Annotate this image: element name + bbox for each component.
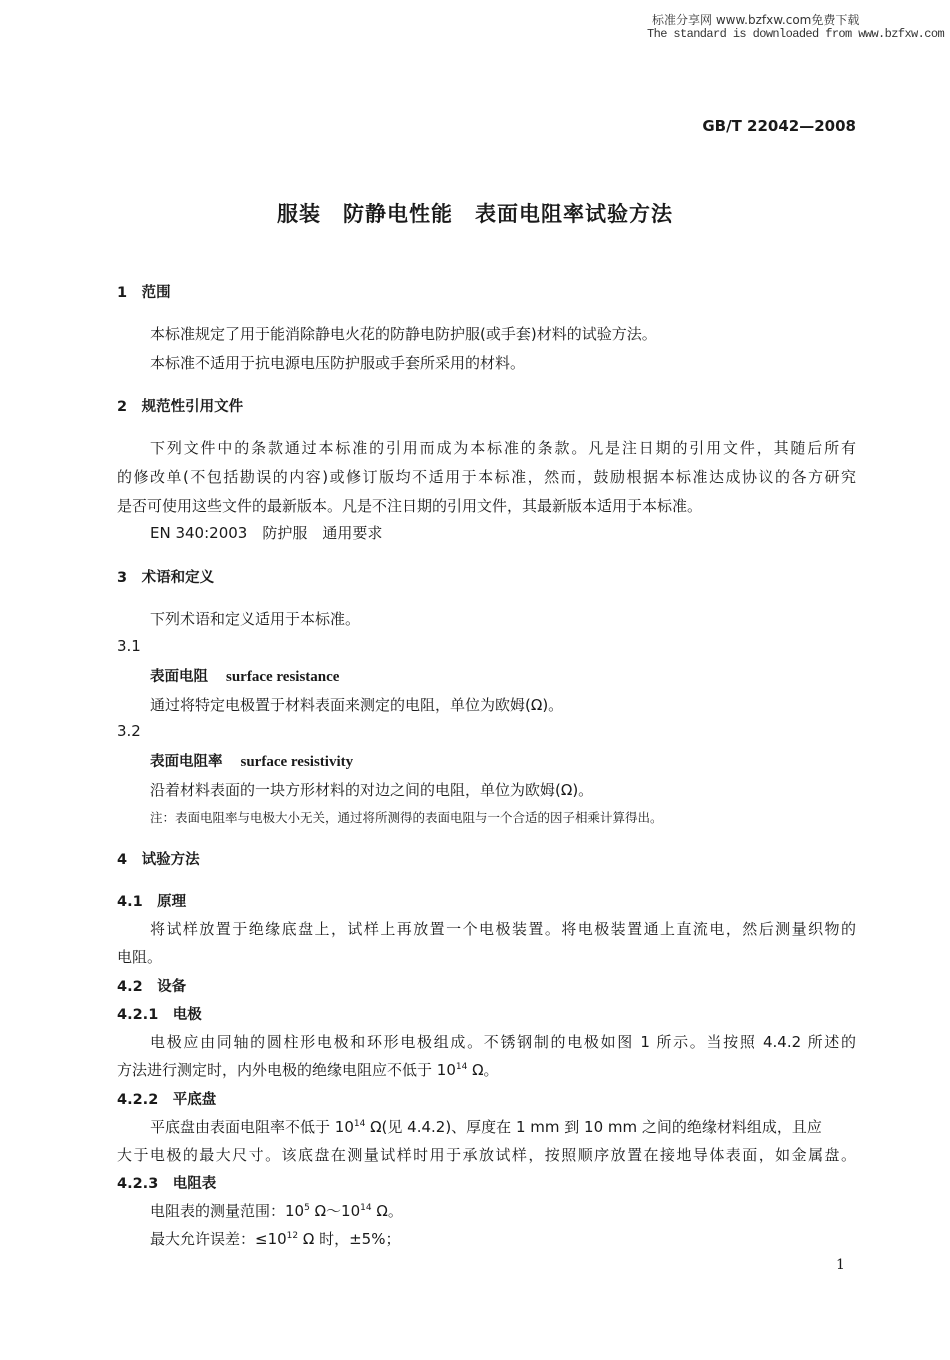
clause-4-2-2-heading: 4.2.2 平底盘 (117, 1092, 217, 1108)
term-3-1-definition: 通过将特定电极置于材料表面来测定的电阻，单位为欧姆(Ω)。 (150, 696, 564, 714)
clause-4-2-1-line-1: 电极应由同轴的圆柱形电极和环形电极组成。不锈钢制的电极如图 1 所示。当按照 4.4.2 所述的 (150, 1033, 856, 1051)
clause-4-1-heading: 4.1 原理 (117, 894, 187, 910)
page-title: 服装 防静电性能 表面电阻率试验方法 (277, 202, 673, 226)
watermark-line-1: 标准分享网 www.bzfxw.com免费下载 (652, 13, 860, 27)
document-number: GB/T 22042—2008 (702, 117, 856, 135)
term-3-2-number: 3.2 (117, 722, 141, 740)
term-3-2-definition: 沿着材料表面的一块方形材料的对边之间的电阻，单位为欧姆(Ω)。 (150, 781, 594, 799)
term-3-2-english: surface resistivity (240, 754, 354, 770)
section-1-paragraph-2: 本标准不适用于抗电源电压防护服或手套所采用的材料。 (150, 354, 526, 372)
section-2-heading: 2 规范性引用文件 (117, 399, 244, 415)
section-3-intro: 下列术语和定义适用于本标准。 (150, 610, 361, 628)
clause-4-2-2-line-1: 平底盘由表面电阻率不低于 $10^{14}$ Ω(见 4.4.2)、厚度在 1 mm 到 10 mm 之间的绝缘材料组成，且应 (150, 1118, 822, 1136)
clause-4-2-3-line-2: 最大允许误差：$\le 10^{12}$ Ω 时，±5%； (150, 1230, 401, 1248)
term-3-1-line (150, 665, 339, 686)
section-2-line-3: 是否可使用这些文件的最新版本。凡是不注日期的引用文件，其最新版本适用于本标准。 (117, 497, 703, 515)
clause-4-2-heading: 4.2 设备 (117, 979, 187, 995)
term-3-1-number: 3.1 (117, 637, 141, 655)
clause-4-2-2-line-2: 大于电极的最大尺寸。该底盘在测量试样时用于承放试样，按照顺序放置在接地导体表面，如金属盘。 (117, 1146, 856, 1164)
term-3-1-chinese: 表面电阻 (150, 669, 208, 685)
clause-4-2-3-heading: 4.2.3 电阻表 (117, 1176, 217, 1192)
section-1-paragraph-1: 本标准规定了用于能消除静电火花的防静电防护服(或手套)材料的试验方法。 (150, 325, 657, 343)
section-2-line-2: 的修改单(不包括勘误的内容)或修订版均不适用于本标准，然而，鼓励根据本标准达成协议的各方研究 (117, 468, 856, 486)
section-1-heading: 1 范围 (117, 285, 171, 301)
watermark-line-2: The standard is downloaded from www.bzfxw.com (647, 27, 945, 41)
clause-4-1-line-1: 将试样放置于绝缘底盘上，试样上再放置一个电极装置。将电极装置通上直流电，然后测量织物的 (150, 920, 856, 938)
term-3-2-line (150, 750, 353, 771)
normative-reference: EN 340:2003 防护服 通用要求 (150, 524, 383, 542)
term-3-1-english: surface resistance (226, 669, 340, 685)
section-3-heading: 3 术语和定义 (117, 570, 215, 586)
page-number: 1 (836, 1257, 845, 1273)
clause-4-1-line-2: 电阻。 (117, 948, 163, 966)
section-2-line-1: 下列文件中的条款通过本标准的引用而成为本标准的条款。凡是注日期的引用文件，其随后所有 (150, 439, 856, 457)
clause-4-2-1-heading: 4.2.1 电极 (117, 1007, 202, 1023)
term-3-2-chinese: 表面电阻率 (150, 754, 223, 770)
term-3-2-note: 注：表面电阻率与电极大小无关，通过将所测得的表面电阻与一个合适的因子相乘计算得出。 (150, 810, 663, 825)
clause-4-2-3-line-1: 电阻表的测量范围：$10^5$ $\Omega\sim 10^{14}$ Ω。 (150, 1202, 403, 1220)
section-4-heading: 4 试验方法 (117, 852, 200, 868)
clause-4-2-1-line-2: 方法进行测定时，内外电极的绝缘电阻应不低于 $10^{14}$ Ω。 (117, 1061, 499, 1079)
